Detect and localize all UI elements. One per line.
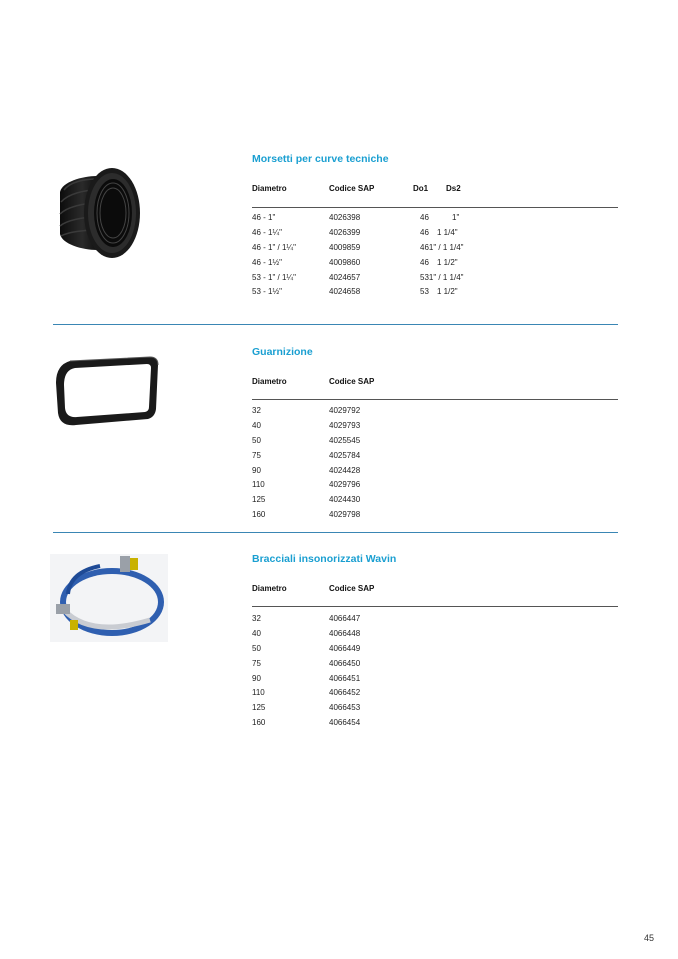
cell-codice-sap: 4026399 — [329, 227, 361, 237]
cell-do1: 53 — [420, 287, 429, 297]
cell-diametro: 160 — [252, 718, 266, 728]
table-row — [252, 614, 618, 629]
cell-codice-sap: 4066452 — [329, 688, 361, 698]
cell-diametro: 90 — [252, 465, 261, 475]
cell-diametro: 125 — [252, 703, 266, 713]
cell-diametro: 32 — [252, 406, 261, 415]
cell-codice-sap: 4025545 — [329, 435, 361, 445]
header-rule — [252, 606, 618, 607]
table-row — [252, 406, 618, 421]
cell-diametro: 46 - 1" / 1¼" — [252, 242, 296, 252]
table-body-morsetti — [252, 213, 618, 302]
cell-diametro: 50 — [252, 435, 261, 445]
bracciale-image — [50, 554, 168, 642]
cell-codice-sap: 4029792 — [329, 406, 361, 415]
cell-diametro: 90 — [252, 673, 261, 683]
table-body-bracciali — [252, 614, 618, 733]
cell-do1: 531" / 1 1/4" — [420, 272, 464, 282]
cell-do1: 46 — [420, 227, 429, 237]
col-header-diametro: Diametro — [252, 184, 287, 193]
cell-codice-sap: 4029793 — [329, 420, 361, 430]
table-row — [252, 688, 618, 703]
cell-codice-sap: 4024658 — [329, 287, 361, 297]
cell-diametro: 53 - 1" / 1¼" — [252, 272, 296, 282]
col-header-ds2: Ds2 — [446, 184, 461, 193]
table-row — [252, 480, 618, 495]
cell-diametro: 32 — [252, 614, 261, 623]
cell-diametro: 46 - 1¼" — [252, 227, 282, 237]
cell-ds2: 1 1/2" — [437, 257, 458, 267]
table-row — [252, 659, 618, 674]
cell-ds2: 1" — [452, 213, 460, 222]
table-row — [252, 258, 618, 273]
cell-diametro: 40 — [252, 628, 261, 638]
cell-ds2: 1 1/2" — [437, 287, 458, 297]
cell-codice-sap: 4066450 — [329, 658, 361, 668]
table-row — [252, 213, 618, 228]
section-title-morsetti: Morsetti per curve tecniche — [252, 153, 389, 165]
cell-diametro: 46 - 1½" — [252, 257, 282, 267]
cell-diametro: 46 - 1" — [252, 213, 276, 222]
page-number: 45 — [643, 933, 654, 943]
cell-codice-sap: 4026398 — [329, 213, 361, 222]
table-row — [252, 421, 618, 436]
cell-codice-sap: 4066449 — [329, 643, 361, 653]
col-header-codice-sap: Codice SAP — [329, 377, 375, 386]
cell-ds2: 1 1/4" — [437, 227, 458, 237]
cell-do1: 46 — [420, 213, 429, 222]
cell-diametro: 40 — [252, 420, 261, 430]
cell-codice-sap: 4009859 — [329, 242, 361, 252]
header-rule — [252, 207, 618, 208]
table-row — [252, 703, 618, 718]
table-row — [252, 674, 618, 689]
cell-codice-sap: 4024430 — [329, 495, 361, 505]
guarnizione-image — [54, 353, 160, 429]
cell-codice-sap: 4066447 — [329, 614, 361, 623]
cell-do1: 46 — [420, 257, 429, 267]
col-header-codice-sap: Codice SAP — [329, 584, 375, 593]
cell-codice-sap: 4066453 — [329, 703, 361, 713]
table-row — [252, 495, 618, 510]
col-header-diametro: Diametro — [252, 377, 287, 386]
cell-diametro: 75 — [252, 450, 261, 460]
table-row — [252, 451, 618, 466]
table-row — [252, 644, 618, 659]
table-row — [252, 466, 618, 481]
cell-diametro: 53 - 1½" — [252, 287, 282, 297]
cell-diametro: 125 — [252, 495, 266, 505]
cell-codice-sap: 4066448 — [329, 628, 361, 638]
table-row — [252, 629, 618, 644]
cell-codice-sap: 4066454 — [329, 718, 361, 728]
col-header-do1: Do1 — [413, 184, 429, 193]
section-title-bracciali: Bracciali insonorizzati Wavin — [252, 553, 397, 565]
table-body-guarnizione — [252, 406, 618, 525]
table-row — [252, 510, 618, 525]
table-row — [252, 243, 618, 258]
cell-diametro: 75 — [252, 658, 261, 668]
section-divider — [53, 532, 618, 533]
cell-codice-sap: 4024428 — [329, 465, 361, 475]
table-row — [252, 436, 618, 451]
col-header-diametro: Diametro — [252, 584, 287, 593]
cell-codice-sap: 4009860 — [329, 257, 361, 267]
table-row — [252, 287, 618, 302]
section-title-guarnizione: Guarnizione — [252, 346, 313, 358]
section-divider — [53, 324, 618, 325]
table-row — [252, 718, 618, 733]
cell-codice-sap: 4066451 — [329, 673, 361, 683]
cell-diametro: 110 — [252, 480, 265, 490]
col-header-codice-sap: Codice SAP — [329, 184, 375, 193]
cell-diametro: 110 — [252, 688, 265, 698]
cell-diametro: 160 — [252, 510, 266, 520]
cell-do1: 461" / 1 1/4" — [420, 242, 464, 252]
header-rule — [252, 399, 618, 400]
table-row — [252, 228, 618, 243]
cell-codice-sap: 4025784 — [329, 450, 361, 460]
cell-codice-sap: 4029798 — [329, 510, 361, 520]
cell-codice-sap: 4029796 — [329, 480, 361, 490]
cell-codice-sap: 4024657 — [329, 272, 361, 282]
table-row — [252, 273, 618, 288]
cell-diametro: 50 — [252, 643, 261, 653]
morsetto-image — [52, 164, 144, 262]
